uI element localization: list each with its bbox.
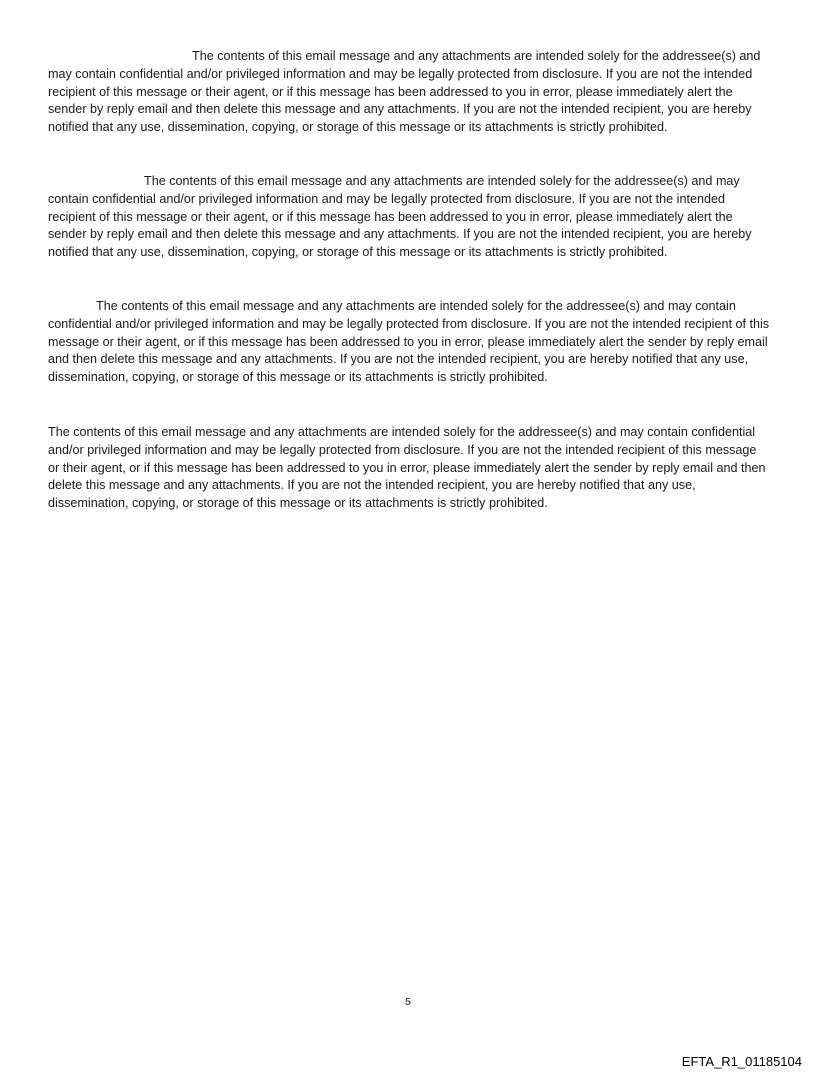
page-number: 5 (405, 996, 411, 1008)
disclaimer-paragraph-2: The contents of this email message and any attachments are intended solely for the addressee(s) and may contain confidential and/or privileged information and may be legally protected from disclosure. If you are not the intended recipient of this message or their agent, or if this message has been addressed to you in error, please immediately alert the sender by reply email and then delete this message and any attachments. If you are not the intended recipient, you are hereby notified that any use, dissemination, copying, or storage of this message or its attachments is strictly prohibited. (48, 174, 752, 260)
disclaimer-paragraph-3: The contents of this email message and any attachments are intended solely for the addressee(s) and may contain confidential and/or privileged information and may be legally protected from disclosure. If you are not the intended recipient of this message or their agent, or if this message has been addressed to you in error, please immediately alert the sender by reply email and then delete this message and any attachments. If you are not the intended recipient, you are hereby notified that any use, dissemination, copying, or storage of this message or its attachments is strictly prohibited. (48, 299, 770, 385)
disclaimer-paragraph-1: The contents of this email message and any attachments are intended solely for the addressee(s) and may contain confidential and/or privileged information and may be legally protected from disclosure. If you are not the intended recipient of this message or their agent, or if this message has been addressed to you in error, please immediately alert the sender by reply email and then delete this message and any attachments. If you are not the intended recipient, you are hereby notified that any use, dissemination, copying, or storage of this message or its attachments is strictly prohibited. (48, 49, 761, 135)
disclaimer-paragraph-4: The contents of this email message and any attachments are intended solely for the addressee(s) and may contain confidential and/or privileged information and may be legally protected from disclosure. If you are not the intended recipient of this message or their agent, or if this message has been addressed to you in error, please immediately alert the sender by reply email and then delete this message and any attachments. If you are not the intended recipient, you are hereby notified that any use, dissemination, copying, or storage of this message or its attachments is strictly prohibited. (48, 425, 766, 511)
document-id-stamp: EFTA_R1_01185104 (681, 1054, 802, 1069)
